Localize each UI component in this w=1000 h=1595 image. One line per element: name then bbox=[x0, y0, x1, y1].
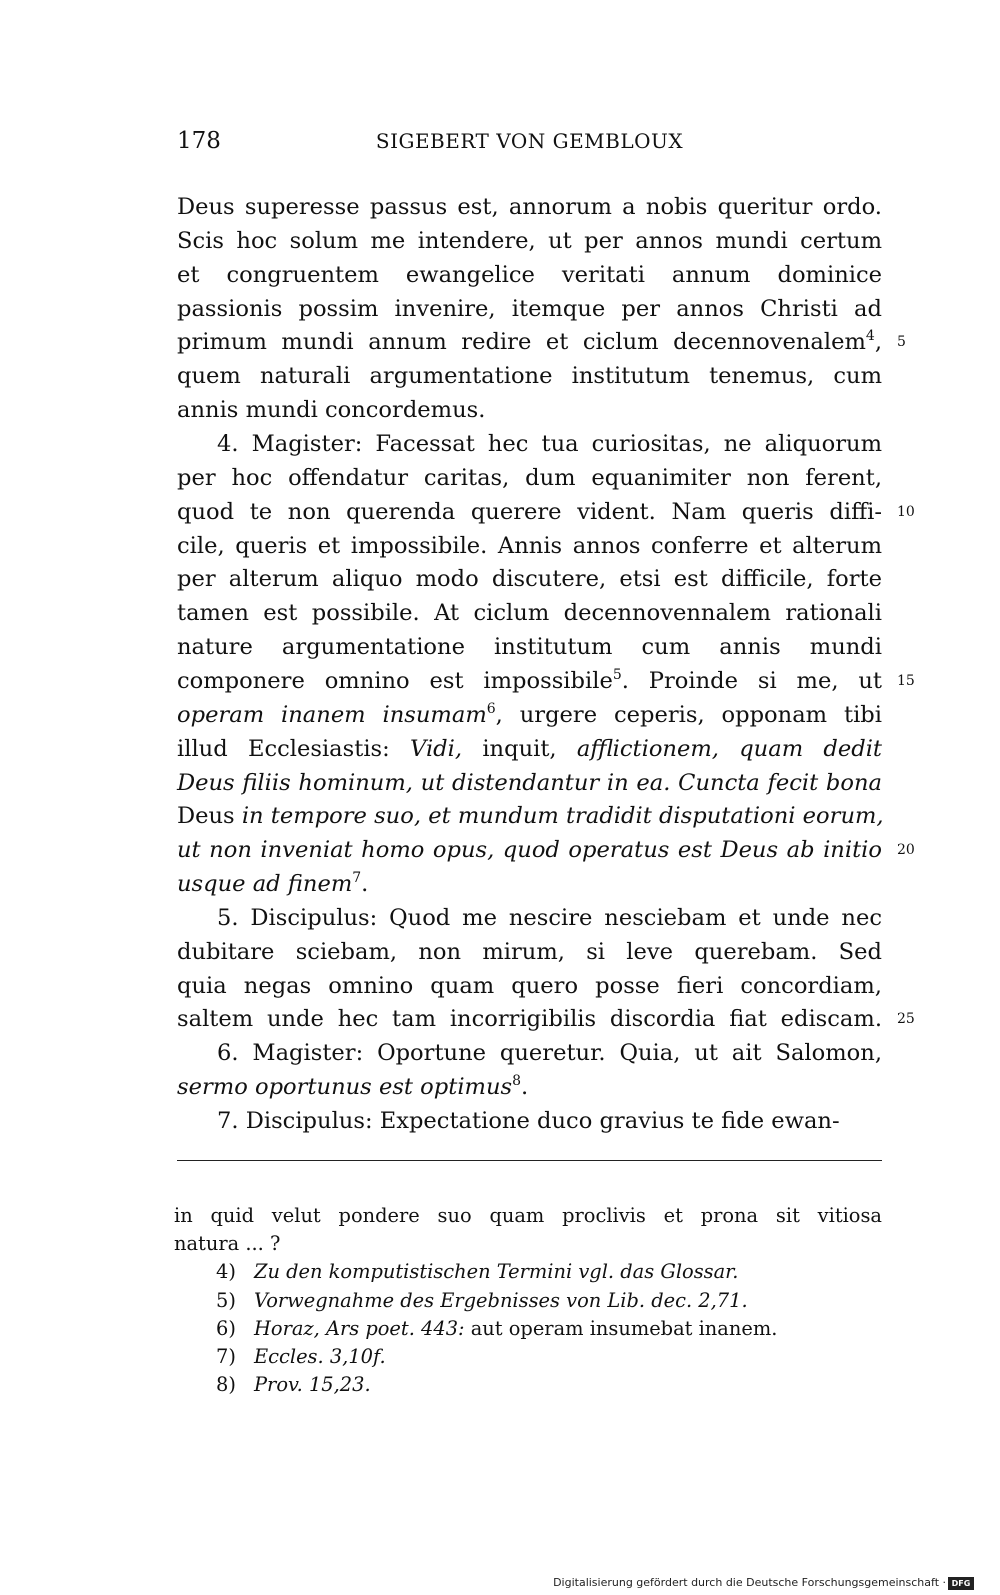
footnote-marker: 4) bbox=[216, 1260, 236, 1284]
text-run: quod te non querenda querere vident. Nam queris diffi- bbox=[177, 498, 882, 525]
footnote bbox=[216, 1371, 371, 1399]
text-run: et congruentem ewangelice veritati annum dominice bbox=[177, 261, 882, 288]
text-line bbox=[177, 190, 882, 224]
footnote-continuation-line: natura ... ? bbox=[174, 1232, 281, 1256]
text-line bbox=[177, 224, 882, 258]
italic-text: afflictionem, quam dedit bbox=[576, 735, 882, 762]
text-run: Deus superesse passus est, annorum a nobis queritur ordo. bbox=[177, 194, 882, 220]
text-run: componere omnino est impossibile bbox=[177, 667, 613, 694]
italic-text: Zu den komputistischen Termini vgl. das Glossar. bbox=[254, 1260, 739, 1284]
text-run: . bbox=[361, 871, 369, 897]
footnote-reference: 7 bbox=[352, 870, 362, 886]
text-line bbox=[177, 393, 882, 427]
footnote-reference: 6 bbox=[486, 700, 496, 717]
margin-line-number: 10 bbox=[897, 503, 915, 520]
text-run: Deus bbox=[177, 803, 242, 830]
italic-text: Horaz, Ars poet. 443: bbox=[254, 1316, 465, 1340]
footnote bbox=[216, 1343, 386, 1371]
text-run: tamen est possibile. At ciclum decennovennalem rationali bbox=[177, 600, 882, 627]
text-line bbox=[177, 766, 882, 800]
text-line bbox=[177, 1002, 882, 1036]
text-run: inquit, bbox=[462, 735, 577, 762]
text-line bbox=[177, 867, 882, 901]
text-run: , urgere ceperis, opponam tibi bbox=[495, 701, 882, 728]
text-line bbox=[177, 698, 882, 732]
italic-text: sermo oportunus est optimus bbox=[177, 1074, 513, 1101]
text-run: passionis possim invenire, itemque per annos Christi ad bbox=[177, 295, 882, 322]
text-run: aut operam insumebat inanem. bbox=[464, 1316, 778, 1340]
running-head bbox=[177, 128, 882, 164]
text-run: Scis hoc solum me intendere, ut per annos mundi certum bbox=[177, 227, 882, 254]
text-run: annis mundi concordemus. bbox=[177, 397, 486, 424]
text-run: cile, queris et impossibile. Annis annos conferre et alterum bbox=[177, 532, 882, 559]
text-run: per alterum aliquo modo discutere, etsi est difficile, forte bbox=[177, 566, 882, 593]
text-line bbox=[177, 258, 882, 292]
italic-text: Vorwegnahme des Ergebnisses von Lib. dec. 2,71. bbox=[254, 1288, 748, 1312]
text-run: dubitare sciebam, non mirum, si leve querebam. Sed bbox=[177, 938, 882, 965]
text-run: . Proinde si me, ut bbox=[621, 667, 882, 694]
italic-text: Vidi, bbox=[410, 735, 463, 762]
footnote-marker: 6) bbox=[216, 1316, 236, 1340]
italic-text: usque ad finem bbox=[177, 871, 353, 897]
page-number: 178 bbox=[177, 128, 221, 154]
footnote bbox=[216, 1258, 738, 1286]
text-run: , bbox=[874, 329, 882, 356]
text-line bbox=[217, 427, 882, 461]
footnote-reference: 5 bbox=[612, 666, 622, 683]
text-line bbox=[177, 664, 882, 698]
dfg-logo: DFG bbox=[948, 1577, 974, 1590]
text-line bbox=[177, 969, 882, 1003]
text-line bbox=[177, 833, 882, 867]
text-line bbox=[177, 596, 882, 630]
text-run: per hoc offendatur caritas, dum equanimiter non ferent, bbox=[177, 464, 882, 491]
text-line bbox=[217, 901, 882, 935]
text-line bbox=[177, 359, 882, 393]
text-run: primum mundi annum redire et ciclum decennovenalem bbox=[177, 329, 866, 356]
margin-line-number: 5 bbox=[897, 334, 906, 351]
footnote-marker: 8) bbox=[216, 1373, 236, 1397]
footnote-divider bbox=[177, 1160, 882, 1161]
footnote bbox=[216, 1287, 748, 1315]
footnote-marker: 5) bbox=[216, 1288, 236, 1312]
italic-text: Prov. 15,23. bbox=[254, 1373, 371, 1397]
margin-line-number: 20 bbox=[897, 842, 915, 859]
running-title: SIGEBERT VON GEMBLOUX bbox=[375, 129, 684, 153]
text-line bbox=[177, 529, 882, 563]
text-run: saltem unde hec tam incorrigibilis discordia fiat ediscam. bbox=[177, 1006, 882, 1033]
footnote bbox=[216, 1315, 777, 1343]
text-line bbox=[177, 732, 882, 766]
text-run: 7. Discipulus: Expectatione duco gravius te fide ewan- bbox=[217, 1108, 840, 1134]
text-run: nature argumentatione institutum cum annis mundi bbox=[177, 634, 882, 660]
text-line bbox=[177, 1070, 882, 1104]
text-line bbox=[217, 1036, 882, 1070]
text-run: illud Ecclesiastis: bbox=[177, 735, 411, 762]
text-line bbox=[177, 562, 882, 596]
text-run: 6. Magister: Oportune queretur. Quia, ut ait Salomon, bbox=[217, 1040, 882, 1067]
italic-text: operam inanem insumam bbox=[177, 701, 487, 728]
footnote-marker: 7) bbox=[216, 1345, 236, 1368]
margin-line-number: 15 bbox=[897, 672, 915, 689]
text-line bbox=[177, 495, 882, 529]
text-line bbox=[177, 325, 882, 359]
footnote-reference: 4 bbox=[865, 328, 875, 345]
italic-text: Eccles. 3,10f. bbox=[254, 1345, 386, 1368]
italic-text: Deus filiis hominum, ut distendantur in ea. Cuncta fecit bona bbox=[177, 769, 882, 796]
footnote-reference: 8 bbox=[512, 1073, 522, 1090]
text-run: 5. Discipulus: Quod me nescire nesciebam et unde nec bbox=[217, 904, 882, 931]
text-line bbox=[177, 935, 882, 969]
digitization-credit: Digitalisierung gefördert durch die Deutsche Forschungsgemeinschaft · bbox=[553, 1576, 946, 1589]
margin-line-number: 25 bbox=[897, 1011, 915, 1028]
text-line bbox=[177, 461, 882, 495]
italic-text: ut non inveniat homo opus, quod operatus est Deus ab initio bbox=[177, 837, 882, 864]
footnote-continuation-line: in quid velut pondere suo quam proclivis et prona sit vitiosa bbox=[174, 1204, 882, 1227]
text-run: quem naturali argumentatione institutum tenemus, cum bbox=[177, 363, 882, 390]
text-run: 4. Magister: Facessat hec tua curiositas, ne aliquorum bbox=[217, 431, 882, 457]
text-line bbox=[177, 630, 882, 664]
text-line bbox=[177, 799, 882, 833]
text-line bbox=[217, 1104, 882, 1138]
italic-text: in tempore suo, et mundum tradidit disputationi eorum, bbox=[241, 803, 884, 830]
text-run: . bbox=[521, 1074, 529, 1101]
text-line bbox=[177, 292, 882, 326]
text-run: quia negas omnino quam quero posse fieri concordiam, bbox=[177, 972, 882, 999]
